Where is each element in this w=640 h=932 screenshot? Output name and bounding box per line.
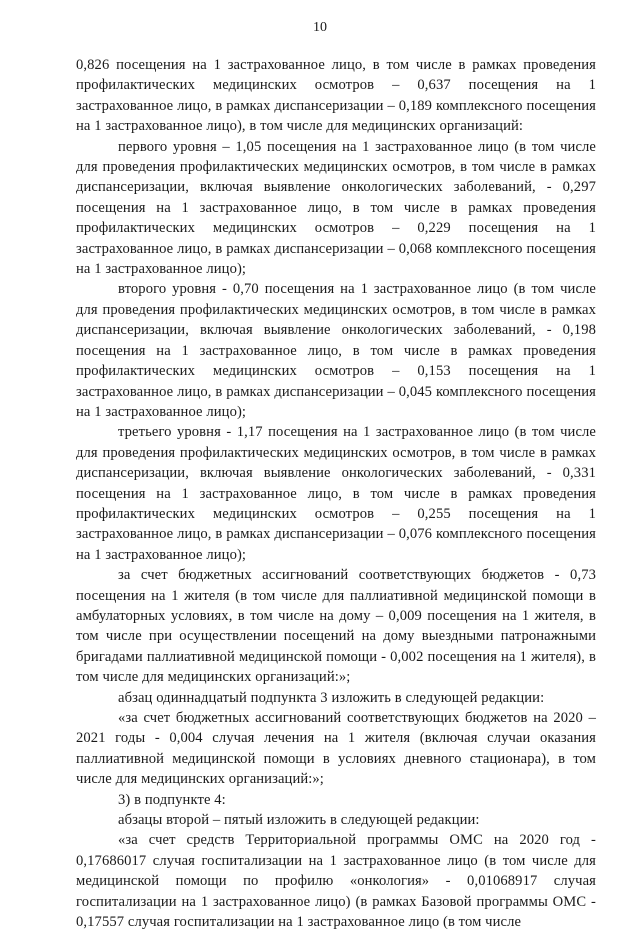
paragraph: «за счет бюджетных ассигнований соответствующих бюджетов на 2020 – 2021 годы - 0,004 случая лечения на 1 жителя (включая случаи оказания паллиативной медицинской помощи в условиях дневного стационара), в том числе для медицинских организаций:»; <box>76 710 596 788</box>
paragraph: 3) в подпункте 4: <box>118 791 226 808</box>
paragraph: второго уровня - 0,70 посещения на 1 застрахованное лицо (в том числе для проведения профилактических медицинских осмотров, в том числе в рамках диспансеризации, включая выявление онкологических заболеваний, - 0,198 посещения на 1 застрахованное лицо, в том числе в рамках проведения профилактических медицинских осмотров – 0,153 посещения на 1 застрахованное лицо, в рамках диспансеризации – 0,045 комплексного посещения на 1 застрахованное лицо); <box>76 281 596 420</box>
paragraph: абзац одиннадцатый подпункта 3 изложить в следующей редакции: <box>118 689 545 706</box>
paragraph: за счет бюджетных ассигнований соответствующих бюджетов - 0,73 посещения на 1 жителя (в том числе для паллиативной медицинской помощи в амбулаторных условиях, в том числе на дому – 0,009 посещения на 1 жителя, в том числе при осуществлении посещений на дому выездными патронажными бригадами паллиативной медицинской помощи - 0,002 посещения на 1 жителя), в том числе для медицинских организаций:»; <box>76 567 596 686</box>
paragraph: абзацы второй – пятый изложить в следующей редакции: <box>118 812 480 829</box>
document-body <box>76 55 596 932</box>
paragraph: третьего уровня - 1,17 посещения на 1 застрахованное лицо (в том числе для проведения профилактических медицинских осмотров, в том числе в рамках диспансеризации, включая выявление онкологических заболеваний, - 0,331 посещения на 1 застрахованное лицо, в том числе в рамках проведения профилактических медицинских осмотров – 0,255 посещения на 1 застрахованное лицо, в рамках диспансеризации – 0,076 комплексного посещения на 1 застрахованное лицо); <box>76 424 596 563</box>
paragraph: первого уровня – 1,05 посещения на 1 застрахованное лицо (в том числе для проведения профилактических медицинских осмотров, в том числе в рамках диспансеризации, включая выявление онкологических заболеваний, - 0,297 посещения на 1 застрахованное лицо, в том числе в рамках проведения профилактических медицинских осмотров – 0,229 посещения на 1 застрахованное лицо, в рамках диспансеризации – 0,068 комплексного посещения на 1 застрахованное лицо); <box>76 138 596 278</box>
paragraph: 0,826 посещения на 1 застрахованное лицо, в том числе в рамках проведения профилактических медицинских осмотров – 0,637 посещения на 1 застрахованное лицо, в рамках диспансеризации – 0,189 комплексного посещения на 1 застрахованное лицо), в том числе для медицинских организаций: <box>76 57 596 135</box>
paragraph: «за счет средств Территориальной программы ОМС на 2020 год - 0,17686017 случая госпитализации на 1 застрахованное лицо (в том числе для медицинской помощи по профилю «онкология» - 0,01068917 случая госпитализации на 1 застрахованное лицо) (в рамках Базовой программы ОМС - 0,17557 случая госпитализации на 1 застрахованное лицо (в том числе <box>76 832 596 931</box>
page-number: 10 <box>313 20 327 35</box>
